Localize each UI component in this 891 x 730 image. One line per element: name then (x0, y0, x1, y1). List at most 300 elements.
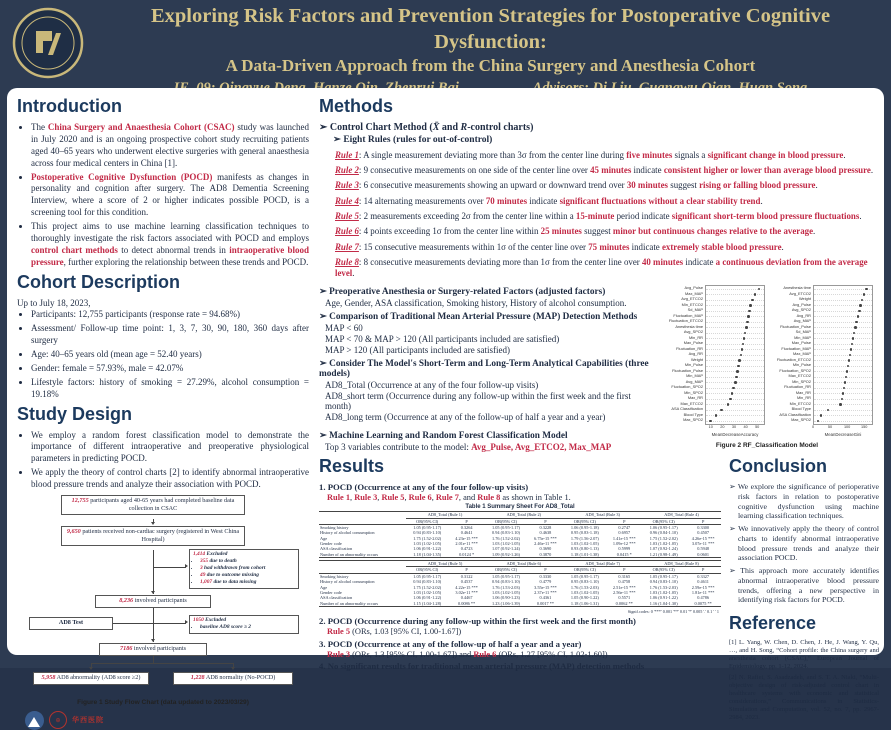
results-column (319, 453, 721, 724)
eight-rules-title: ➢ Eight Rules (rules for out-of-control) (333, 135, 493, 145)
variable-label: Max_RR (687, 395, 703, 401)
column-group-header: AD8_Total (Rule 1) (406, 512, 485, 518)
poster-header (0, 0, 891, 88)
table-cell: 3.07e-11 *** (691, 541, 715, 547)
table-cell: 0.0415 * (616, 551, 632, 557)
variable-label: Min_Pulse (792, 362, 811, 368)
variable-label: Min_RR (688, 334, 703, 340)
variable-label: Min_RR (796, 395, 811, 401)
data-point (747, 315, 750, 318)
conclusion-bullet: ➢ We explore the significance of perioperative risk factors in relation to postoperative cognitive dysfunction using machine learning classification techniques. (729, 482, 879, 521)
sub-header: OR(95% CI) (416, 518, 439, 524)
axis-label: MeanDecreaseAccuracy (711, 431, 759, 437)
table-cell: 0.4507 (697, 530, 710, 536)
table-cell: 0.5948 (697, 546, 710, 552)
reference-items (729, 639, 879, 722)
ml-line: Top 3 variables contribute to the model: Avg_Pulse, Avg_ETCO2, Max_MAP (325, 442, 612, 453)
table-cell: 0.5999 (618, 546, 631, 552)
table-cell: 1.76 (1.52-2.02) (492, 535, 520, 541)
variable-label: Fluctuation_ETCO2 (668, 318, 703, 324)
table-cell: 0.0017 ** (536, 600, 555, 606)
rule-label: Rule 7 (335, 241, 359, 252)
left-column (17, 93, 310, 725)
methods-line: MAP < 70 & MAP > 120 (All participants included are satisfied) (325, 334, 560, 345)
variable-label: Fluctuation_RR (784, 384, 811, 390)
data-point (741, 348, 744, 351)
row-label: ASA classification (320, 595, 353, 601)
sub-header: OR(95% CI) (652, 567, 675, 573)
control-chart-rule: Rule 3: 6 consecutive measurements showing an upward or downward trend over 30 minutes suggest rising or falling blood pressure. (335, 180, 818, 191)
table-cell: 3.55e-15 *** (534, 584, 557, 590)
ml-title: ➢ Machine Learning and Random Forest Classification Model (319, 431, 568, 442)
column-group-header: AD8_Total (Rule 4) (642, 512, 721, 518)
table-cell: 1.05 (0.95-1.17) (492, 573, 520, 579)
table-cell: 4.22e-15 *** (455, 584, 478, 590)
table-cell: 0.0601 (697, 551, 710, 557)
conclusion-bullet: ➢ We innovatively apply the theory of control charts to identify abnormal intraoperative blood pressure trends and analyze their association POCD. (729, 524, 879, 563)
figure2-panels (655, 285, 879, 437)
sub-header: P (465, 567, 468, 573)
rule-label: Rule 3 (335, 180, 359, 191)
flow-box-abnormality: 5,958 AD8 abnormality (AD8 score ≥2) (33, 672, 149, 685)
importance-panel (769, 285, 873, 437)
rule-label: Rule 2 (335, 164, 359, 175)
exclusion1-items (193, 558, 295, 586)
table-cell: 0.4723 (460, 546, 473, 552)
mountain-logo-icon (25, 711, 44, 730)
variable-label: Anesthesia time (783, 285, 811, 291)
table-cell: 2.37e-11 *** (534, 589, 557, 595)
data-point (858, 310, 861, 313)
table-cell: 1.09 (0.92-1.26) (492, 551, 520, 557)
table-cell: 1.06 (0.91-1.22) (413, 546, 442, 552)
table-cell: 2.51e-15 *** (612, 584, 636, 590)
table-cell: 1.03 (1.02-1.05) (570, 589, 599, 595)
data-point (865, 288, 868, 291)
factors-title: ➢ Preoperative Anesthesia or Surgery-related Factors (adjusted factors) (319, 287, 606, 298)
variable-label: Fluctuation_MAP (781, 345, 811, 351)
variable-label: ASA Classification (779, 411, 811, 417)
column-group-header: AD8_Total (Rule 3) (563, 512, 642, 518)
table-cell: 0.3330 (539, 573, 552, 579)
table-cell: 0.0062 ** (615, 600, 633, 606)
variable-label: Max_Pulse (791, 340, 811, 346)
conclusion-column (729, 453, 879, 724)
list-item: • 49 due to outcome missing (200, 572, 295, 579)
header-text (100, 0, 881, 97)
rules-list (319, 150, 879, 279)
sub-header: P (623, 518, 626, 524)
data-point (749, 304, 752, 307)
table-cell: 1.76 (1.53-2.03) (570, 584, 599, 590)
row-label: Smoking history (320, 573, 349, 579)
table-cell: 0.0124 * (459, 551, 475, 557)
variable-label: Max_ETCO2 (680, 400, 703, 406)
table-cell: 0.4361 (539, 595, 552, 601)
data-point (863, 293, 866, 296)
data-point (859, 304, 862, 307)
table-cell: 1.03 (1.02-1.05) (492, 589, 520, 595)
data-point (839, 403, 842, 406)
footer-logos (25, 711, 309, 730)
result-item-2-line: Rule 5 (ORs, 1.03 [95% CI, 1.00-1.67]) (327, 627, 462, 637)
table-cell: 0.4786 (697, 595, 710, 601)
data-point (737, 365, 740, 368)
variable-label: Avg_RR (688, 351, 703, 357)
axis-tick: 150 (861, 424, 868, 429)
table-cell: 0.94 (0.83-1.10) (492, 530, 520, 536)
rule-label: Rule 8 (335, 257, 359, 268)
sub-header: P (544, 518, 547, 524)
axis-tick: 20 (720, 424, 725, 429)
table-cell: 0.94 (0.83-1.10) (649, 579, 678, 585)
variable-label: Fluctuation_SPO2 (779, 367, 811, 373)
variable-label: Blood Type (683, 411, 703, 417)
table-cell: 0.0075 ** (694, 600, 712, 606)
sub-header: OR(95% CI) (494, 567, 518, 573)
table1 (319, 511, 721, 607)
variable-label: Fluctuation_RR (676, 345, 703, 351)
table-cell: 0.4641 (460, 530, 473, 536)
axis-tick: 10 (708, 424, 713, 429)
table-cell: 0.3122 (460, 573, 473, 579)
flow-box-ad8-test: AD8 Test (29, 617, 113, 630)
bottom-row (319, 453, 879, 724)
table-cell: 1.15 (1.04-1.28) (413, 600, 442, 606)
table-cell: 1.07 (0.92-1.24) (492, 546, 520, 552)
variable-label: Avg_ETCO2 (681, 296, 703, 302)
sub-header: OR(95% CI) (573, 567, 596, 573)
list-item: • 3 had withdrawn from cohort (200, 565, 295, 572)
flow-box-surgery: 9,650 patients received non-cardiac surgery (registered in West China Hospital) (61, 526, 245, 547)
control-chart-rule: Rule 4: 14 alternating measurements over 70 minutes indicate significant fluctuations without a clear stability trend. (335, 195, 763, 206)
sub-header: P (465, 518, 468, 524)
result-item-4-title: 4. No significant results for traditional mean arterial pressure (MAP) detection methods (319, 661, 645, 672)
list-item: • Age: 40–65 years old (mean age = 52.40 years) (31, 349, 309, 361)
right-area (319, 93, 879, 722)
variable-label: Avg_ETCO2 (789, 290, 811, 296)
variable-label: Max_RR (795, 389, 811, 395)
row-label: Number of an abnormality occurs (320, 600, 378, 606)
flow-box-baseline: 12,755 participants aged 40-65 years had completed baseline data collection in CSAC (61, 495, 245, 516)
row-label: Smoking history (320, 524, 349, 530)
table-cell: 1.05 (0.95-1.17) (413, 573, 442, 579)
table-cell: 0.4758 (618, 579, 631, 585)
table-cell: 0.3870 (539, 551, 552, 557)
list-item: [1] L. Yang, W. Chen, D. Chen, J. He, J. Wang, Y. Qu, …, and H. Song, “Cohort profile: the China surgery and anesthesia cohort (CSAC),” European Journal of Epidemiology, pp. 1-12, 2024. (729, 639, 879, 671)
list-item: • This project aims to use machine learning classification techniques to thoroughly investigate the risk factors associated with POCD and employs control chart methods to detect abnormal trends in intraoperative blood pressure, further exploring the relationship between these trends and POCD. (31, 221, 309, 269)
variable-label: Max_Pulse (683, 340, 703, 346)
list-item: • baseline AD8 score ≥ 2 (200, 624, 295, 631)
methods-line: AD8_long term (Occurrence at any of the follow-up of half a year and a year) (325, 412, 606, 423)
table1-caption: Table 1 Summary Sheet For AD8_Total (465, 504, 575, 511)
sub-header: OR(95% CI) (573, 518, 596, 524)
variable-label: Min_MAP (794, 334, 811, 340)
table-cell: 0.94 (0.83-1.10) (413, 530, 442, 536)
list-item: • Lifestyle factors: history of smoking = 27.29%, alcohol consumption = 19.18% (31, 377, 309, 401)
variable-label: Fluctuation_ETCO2 (776, 356, 811, 362)
control-chart-rule: Rule 1: A single measurement deviating more than 3σ from the center line during five minutes signals a significant change in blood pressure. (335, 149, 846, 160)
exclusion2-title: 1050 Excluded (193, 617, 227, 624)
table-cell: 1.05 (0.95-1.17) (492, 524, 520, 530)
table-cell: 0.93 (0.80-1.13) (570, 546, 599, 552)
data-point (854, 326, 857, 329)
control-chart-rule: Rule 8: 8 consecutive measurements deviating more than 1σ from the center line over 40 minutes indicate a continuous deviation from the average level. (335, 257, 868, 278)
list-item: • The China Surgery and Anaesthesia Cohort (CSAC) study was launched in July 2020 and is an ongoing prospective cohort study recruiting patients aged 40–65 years who underwent elective surgeries with general anaesthesia across four medical centers in China [1]. (31, 122, 309, 170)
variable-label: Avg_SPO2 (683, 329, 703, 335)
models-title: ➢ Consider The Model's Short-Term and Long-Term Analytical Capabilities (three models) (319, 359, 649, 380)
data-point (715, 414, 718, 417)
sub-header: P (701, 567, 705, 573)
table-cell: 0.5571 (618, 595, 631, 601)
table-cell: 2.56e-11 *** (613, 589, 636, 595)
table-cell: 1.05 (0.95-1.17) (413, 524, 442, 530)
row-label: Age (320, 535, 328, 541)
model-lines (319, 380, 649, 422)
variable-label: Avg_SPO2 (791, 307, 811, 313)
variable-label: Fluctuation_MAP (673, 312, 703, 318)
variable-label: Fluctuation_SPO2 (671, 384, 703, 390)
methods-heading: Methods (319, 96, 393, 116)
list-item: • 1,007 due to data missing (200, 579, 295, 586)
row-label: Gender code (320, 541, 342, 547)
list-item: • Participants: 12,755 participants (response rate = 94.68%) (31, 309, 309, 321)
sub-header: OR(95% CI) (652, 518, 675, 524)
result-item-3-title: 3. POCD (Occurrence at any of the follow-up of half a year and a year) (319, 638, 582, 649)
study-bullets (17, 430, 309, 491)
row-label: Gender code (320, 589, 342, 595)
variable-label: Min_Pulse (684, 362, 703, 368)
table-cell: 1.03 (1.02-1.05) (649, 589, 678, 595)
methods-line: MAP < 60 (325, 323, 363, 334)
table-cell: 0.4467 (460, 595, 473, 601)
table-cell: 0.4779 (539, 579, 552, 585)
sub-header: P (701, 518, 705, 524)
list-item: • We apply the theory of control charts [2] to identify abnormal intraoperative blood pressure trends and analyze their association with POCD. (31, 467, 309, 491)
data-point (745, 326, 748, 329)
variable-label: Anesthesia time (675, 323, 703, 329)
control-chart-rule: Rule 7: 15 consecutive measurements within 1σ of the center line over 75 minutes indicate extremely stable blood pressure. (335, 241, 784, 252)
variable-label: Sd_MAP (687, 307, 703, 313)
table-cell: 0.3264 (460, 524, 473, 530)
table-cell: 0.3300 (697, 524, 710, 530)
table-cell: 0.6957 (618, 530, 631, 536)
table-row (319, 601, 721, 607)
variable-label: Weight (798, 296, 811, 302)
list-item: • We employ a random forest classification model to demonstrate the importance of different intraoperative and preoperative physiological parameters in predicting POCD. (31, 430, 309, 466)
row-label: Age (320, 584, 328, 590)
summary-table-half (319, 560, 721, 607)
rule-label: Rule 4 (335, 195, 359, 206)
list-item: [2] N. Rafiei, S. Asadzadeh, and S. T. A. Niaki, “Multi-objective design of risk-adjusted control chart in healthcare systems with economic and statistical considerations,” Communications in Statistics-Simulation and Computation, vol. 52, no. 7, pp. 2967-2984, 2023. (729, 673, 879, 722)
data-point (736, 370, 739, 373)
table-cell: 0.4537 (460, 579, 473, 585)
axis-label: MeanDecreaseGini (824, 431, 862, 437)
flow-box-involved-2: 7186 involved participants (99, 643, 207, 656)
axis-tick: 100 (843, 424, 851, 429)
table-cell: 4.26e-15 *** (691, 535, 715, 541)
variable-label: Max_MAP (793, 351, 811, 357)
control-chart-rule: Rule 5: 2 measurements exceeding 2σ from the center line within a 15-minute period indicate significant short-term blood pressure fluctuations. (335, 210, 862, 221)
factors-line: Age, Gender, ASA classification, Smoking history, History of alcohol consumption. (325, 298, 627, 309)
variable-label: ASA Classification (671, 406, 703, 412)
methods-line: MAP > 120 (All participants included are satisfied) (325, 345, 510, 356)
table-cell: 6.75e-15 *** (534, 535, 557, 541)
variable-label: Avg_MAP (685, 378, 703, 384)
table-cell: 1.75 (1.52-2.02) (413, 584, 442, 590)
result-item-2-title: 2. POCD (Occurrence during any follow-up within the first week and the first month) (319, 616, 636, 627)
variable-label: Weight (690, 356, 703, 362)
poster-body-card (7, 88, 884, 725)
conclusion-bullet: ➢ This approach more accurately identifies abnormal intraoperative blood pressure trends, offering a new perspective in identifying risk factors for POCD. (729, 566, 879, 605)
list-item: • 355 due to death (200, 558, 295, 565)
table-cell: 1.03 (1.02-1.05) (413, 589, 442, 595)
list-item: • Gender: female = 57.93%, male = 42.07% (31, 363, 309, 375)
methods-line: AD8_short term (Occurrence during any follow-up within the first week and the first month) (325, 391, 631, 412)
results-heading: Results (319, 456, 385, 477)
variable-label: Avg_Pulse (792, 301, 811, 307)
column-group-header: AD8_Total (Rule 7) (563, 561, 642, 567)
variable-label: Avg_Pulse (684, 285, 703, 291)
university-logo-icon (12, 7, 84, 79)
variable-label: Max_MAP (685, 290, 703, 296)
intro-heading: Introduction (17, 96, 122, 116)
table-cell: 1.16 (1.04-1.30) (649, 600, 678, 606)
rule-label: Rule 6 (335, 226, 359, 237)
variable-label: Blood Type (791, 406, 811, 412)
table-cell: 0.3690 (539, 546, 552, 552)
data-point (846, 370, 849, 373)
table-cell: 1.79 (1.56-2.07) (570, 535, 599, 541)
table-cell: 1.21 (0.98-1.49) (649, 551, 678, 557)
table-cell: 1.05 (0.95-1.17) (649, 573, 678, 579)
row-label: ASA classification (320, 546, 353, 552)
sub-header: P (623, 567, 626, 573)
table-cell: 0.4638 (539, 530, 552, 536)
cohort-bullets (17, 309, 309, 400)
axis-tick: 30 (731, 424, 737, 429)
table-cell: 2.01e-11 *** (455, 541, 478, 547)
table-cell: 0.95 (0.83-1.18) (570, 530, 599, 536)
table-cell: 1.23 (1.06-1.39) (492, 600, 520, 606)
data-point (735, 376, 738, 379)
summary-table-half (319, 511, 721, 558)
list-item: • Postoperative Cognitive Dysfunction (POCD) manifests as changes in personality and cognition after surgery. The AD8 Dementia Screening Interview, where a score of 2 or higher indicates possible POCD, is a screening tool for this condition. (31, 172, 309, 220)
methods-factors-block (319, 283, 649, 453)
variable-label: Avg_RR (796, 312, 811, 318)
table-cell: 0.94 (0.83-1.10) (413, 579, 442, 585)
variable-label: Fluctuation_Pulse (672, 367, 703, 373)
table-cell: 1.03 (1.02-1.05) (492, 541, 520, 547)
poster-title-line2: A Data-Driven Approach from the China Surgery and Anesthesia Cohort (225, 56, 756, 76)
table-cell: 1.03 (1.02-1.05) (570, 541, 599, 547)
table1-footnote: Signif.codes: 0 '***' 0.001 '**' 0.01 '*' 0.005 '.' 0.1 ' ' 1 (627, 608, 719, 614)
table-cell: 2.46e-11 *** (534, 541, 557, 547)
variable-label: Fluctuation_Pulse (780, 323, 811, 329)
table-cell: 1.18 (1.04-1.35) (413, 551, 442, 557)
dot-plot (705, 285, 765, 425)
sub-header: P (544, 567, 547, 573)
study-heading: Study Design (17, 403, 133, 424)
data-point (857, 315, 860, 318)
table-cell: 1.07 (0.92-1.24) (649, 546, 678, 552)
table-cell: 0.4611 (697, 579, 709, 585)
table-cell: 1.03 (1.02-1.05) (413, 541, 442, 547)
axis-tick: 50 (827, 424, 833, 429)
conclusion-heading: Conclusion (729, 456, 827, 477)
table-cell: 1.76 (1.53-2.03) (492, 584, 520, 590)
variable-label: Avg_MAP (793, 318, 811, 324)
data-point (844, 381, 847, 384)
data-point (748, 310, 751, 313)
table-cell: 1.06 (0.90-1.23) (492, 595, 520, 601)
map-lines (319, 323, 649, 355)
flow-exclusion-2 (189, 615, 299, 634)
sub-header: OR(95% CI) (494, 518, 518, 524)
table-cell: 1.06 (0.95-1.18) (570, 524, 599, 530)
hospital-name: 华西医院 (72, 716, 104, 725)
row-label: Number of an abnormality occurs (320, 551, 378, 557)
table-cell: 1.75 (1.52-2.02) (649, 535, 678, 541)
map-title: ➢ Comparison of Traditional Mean Arterial Pressure (MAP) Detection Methods (319, 312, 638, 323)
exclusion1-title: 1,414 Excluded (193, 551, 228, 558)
data-point (751, 299, 754, 302)
table-cell: 1.05 (0.90-1.22) (570, 595, 599, 601)
conclusion-bullets (729, 482, 879, 605)
figure2-rf-model (655, 283, 879, 453)
result-item-1-title: 1. POCD (Occurrence at any of the four follow-up visits) (319, 482, 529, 493)
column-group-header: AD8_Total (Rule 2) (484, 512, 563, 518)
variable-label: Min_SPO2 (792, 378, 811, 384)
row-label: History of alcohol consumption (320, 530, 375, 536)
cohort-intro-line: Up to July 18, 2023, (17, 297, 91, 308)
table-cell: 1.18 (1.01-1.38) (570, 551, 599, 557)
list-item: • Assessment/ Follow-up time point: 1, 3, 7, 30, 90, 180, 360 days after surgery (31, 323, 309, 347)
dot-plot (813, 285, 873, 425)
rule-label: Rule 1 (335, 149, 359, 160)
methods-line: AD8_Total (Occurrence at any of the four follow-up visits) (325, 380, 539, 391)
flow-box-normality: 1,228 AD8 normality (No-POCD) (173, 672, 293, 685)
table-cell: 0.96 (0.84-1.10) (649, 530, 678, 536)
table-cell: 3.02e-11 *** (455, 589, 478, 595)
table-cell: 1.41e-15 *** (612, 535, 636, 541)
variable-label: Min_SPO2 (684, 389, 703, 395)
table-cell: 0.94 (0.83-1.10) (492, 579, 520, 585)
table-cell: 2.59e-15 *** (691, 584, 715, 590)
table-cell: 1.09e-12 *** (612, 541, 636, 547)
methods-lower-row (319, 283, 879, 453)
table-cell: 4.23e-15 *** (455, 535, 478, 541)
data-point (709, 420, 712, 423)
table-cell: 0.0086 ** (458, 600, 476, 606)
table-cell: 0.3228 (539, 524, 552, 530)
variable-label: Sd_MAP (795, 329, 811, 335)
rule-label: Rule 5 (335, 210, 359, 221)
variable-label: Min_ETCO2 (789, 400, 811, 406)
variable-label: Max_ETCO2 (788, 373, 811, 379)
figure2-caption: Figure 2 RF_Classification Model (715, 441, 819, 449)
column-group-header: AD8_Total (Rule 6) (484, 561, 563, 567)
variable-label: Min_ETCO2 (681, 301, 703, 307)
column-group-header: AD8_Total (Rule 8) (642, 561, 721, 567)
variable-label: Max_SPO2 (683, 417, 703, 423)
control-chart-title: ➢ Control Chart Method (X̄ and R-control charts) (319, 122, 534, 133)
row-label: History of alcohol consumption (320, 579, 375, 585)
exclusion2-items (193, 624, 295, 631)
flow-exclusion-1 (189, 549, 299, 589)
data-point (720, 409, 723, 412)
table-cell: 0.3165 (618, 573, 631, 579)
